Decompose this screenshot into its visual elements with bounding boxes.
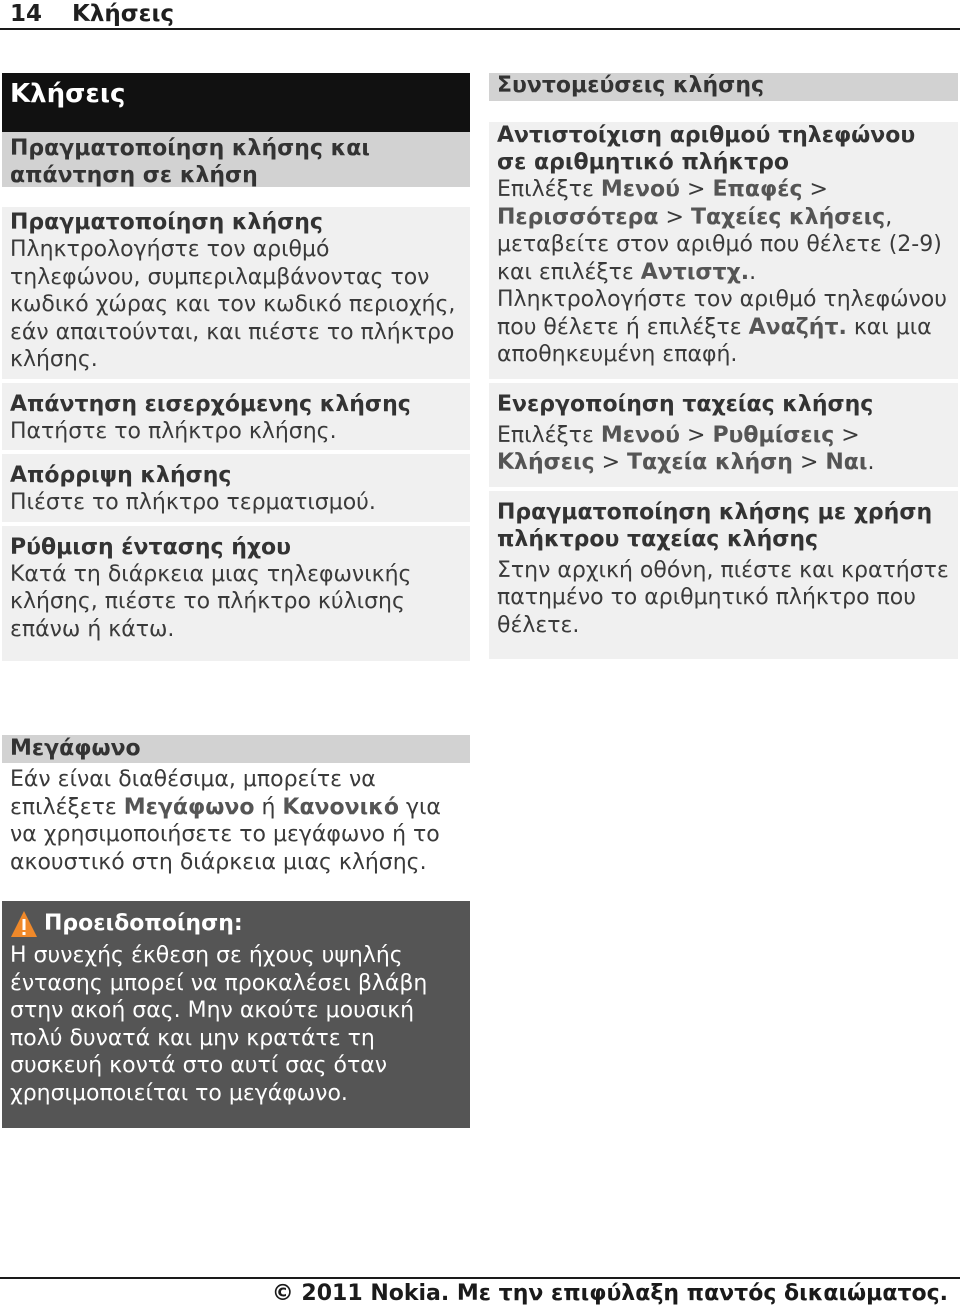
running-title: Κλήσεις (72, 1, 175, 27)
reject-call-text: Πιέστε το πλήκτρο τερματισμού. (10, 490, 376, 515)
calls-link: Κλήσεις (497, 450, 595, 475)
page-header (0, 0, 960, 30)
copyright-notice: © 2011 Nokia. Με την επιφύλαξη παντός δικαιώματος. (271, 1281, 948, 1306)
assign-heading: Αντιστοίχιση αριθμού τηλεφώνου σε αριθμητικό πλήκτρο (497, 123, 916, 175)
loudspeaker-heading: Μεγάφωνο (2, 735, 470, 763)
use-heading: Πραγματοποίηση κλήσης με χρήση πλήκτρου ταχείας κλήσης (497, 499, 933, 552)
search-option: Αναζήτ. (748, 314, 847, 340)
warning-title: Προειδοποίηση: (44, 910, 243, 936)
shortcuts-title: Συντομεύσεις κλήσης (489, 73, 958, 101)
assign-text: Επιλέξτε Μενού > Επαφές > Περισσότερα > Ταχείες κλήσεις, μεταβείτε στον αριθμό που θέλετε (2-9) και επιλέξτε Αντιστχ.. Πληκτρολογήστε τον αριθμό τηλεφώνου που θέλετε ή επιλέξτε Αναζήτ. και μια αποθηκευμένη επαφή. (497, 177, 947, 367)
warning-text: Η συνεχής έκθεση σε ήχους υψηλής έντασης μπορεί να προκαλέσει βλάβη στην ακοή σας. Μην ακούτε μουσική πολύ δυνατά και μην κρατάτε τη συσκευή κοντά στο αυτί σας όταν χρησιμοποιείται το μεγάφωνο. (10, 943, 428, 1106)
make-call-heading: Πραγματοποίηση κλήσης (10, 210, 323, 235)
answer-call-heading: Απάντηση εισερχόμενης κλήσης (10, 391, 411, 417)
option-loudspeaker: Μεγάφωνο (123, 794, 255, 820)
calls-panel (2, 207, 470, 661)
section-title: Κλήσεις (2, 73, 470, 132)
use-text: Στην αρχική οθόνη, πιέστε και κρατήστε πατημένο το αριθμητικό πλήκτρο που θέλετε. (497, 557, 949, 638)
footer-rule (0, 1277, 960, 1279)
reject-call-heading: Απόρριψη κλήσης (10, 463, 232, 488)
option-normal: Κανονικό (282, 794, 399, 820)
menu-link: Μενού (600, 177, 681, 202)
shortcuts-panel (489, 122, 958, 659)
speed-dials-link: Ταχείες κλήσεις (690, 204, 886, 230)
divider (2, 517, 470, 526)
spacer (489, 101, 958, 122)
settings-link: Ρυθμίσεις (712, 422, 835, 448)
warning-triangle-icon (10, 910, 38, 938)
divider (2, 445, 470, 454)
menu-link: Μενού (600, 422, 681, 448)
warning-header (10, 905, 462, 942)
divider (489, 477, 958, 491)
speed-dial-link: Ταχεία κλήση (627, 450, 793, 475)
yes-option: Ναι (825, 450, 868, 475)
loudspeaker-section (2, 735, 470, 876)
right-column (489, 73, 958, 659)
divider (489, 369, 958, 383)
volume-heading: Ρύθμιση έντασης ήχου (10, 534, 292, 560)
assign-option: Αντιστχ. (640, 259, 750, 285)
activate-text: Επιλέξτε Μενού > Ρυθμίσεις > Κλήσεις > Ταχεία κλήση > Ναι. (497, 422, 875, 475)
answer-call-text: Πατήστε το πλήκτρο κλήσης. (10, 418, 337, 444)
divider (2, 374, 470, 383)
contacts-link: Επαφές (712, 177, 803, 202)
left-column (2, 73, 470, 661)
subsection-title: Πραγματοποίηση κλήσης και απάντηση σε κλήση (2, 132, 470, 187)
warning-box (2, 901, 470, 1128)
page-number: 14 (10, 1, 43, 27)
loudspeaker-text: Εάν είναι διαθέσιμα, μπορείτε να επιλέξετε Μεγάφωνο ή Κανονικό για να χρησιμοποιήσετε το μεγάφωνο ή το ακουστικό στη διάρκεια μιας κλήσης. (10, 767, 441, 875)
spacer (2, 187, 470, 207)
make-call-text: Πληκτρολογήστε τον αριθμό τηλεφώνου, συμπεριλαμβάνοντας τον κωδικό χώρας και τον κωδικό περιοχής, εάν απαιτούνται, και πιέστε το πλήκτρο κλήσης. (10, 237, 456, 372)
more-link: Περισσότερα (497, 204, 659, 230)
activate-heading: Ενεργοποίηση ταχείας κλήσης (497, 391, 874, 417)
volume-text: Κατά τη διάρκεια μιας τηλεφωνικής κλήσης, πιέστε το πλήκτρο κύλισης επάνω ή κάτω. (10, 561, 412, 642)
